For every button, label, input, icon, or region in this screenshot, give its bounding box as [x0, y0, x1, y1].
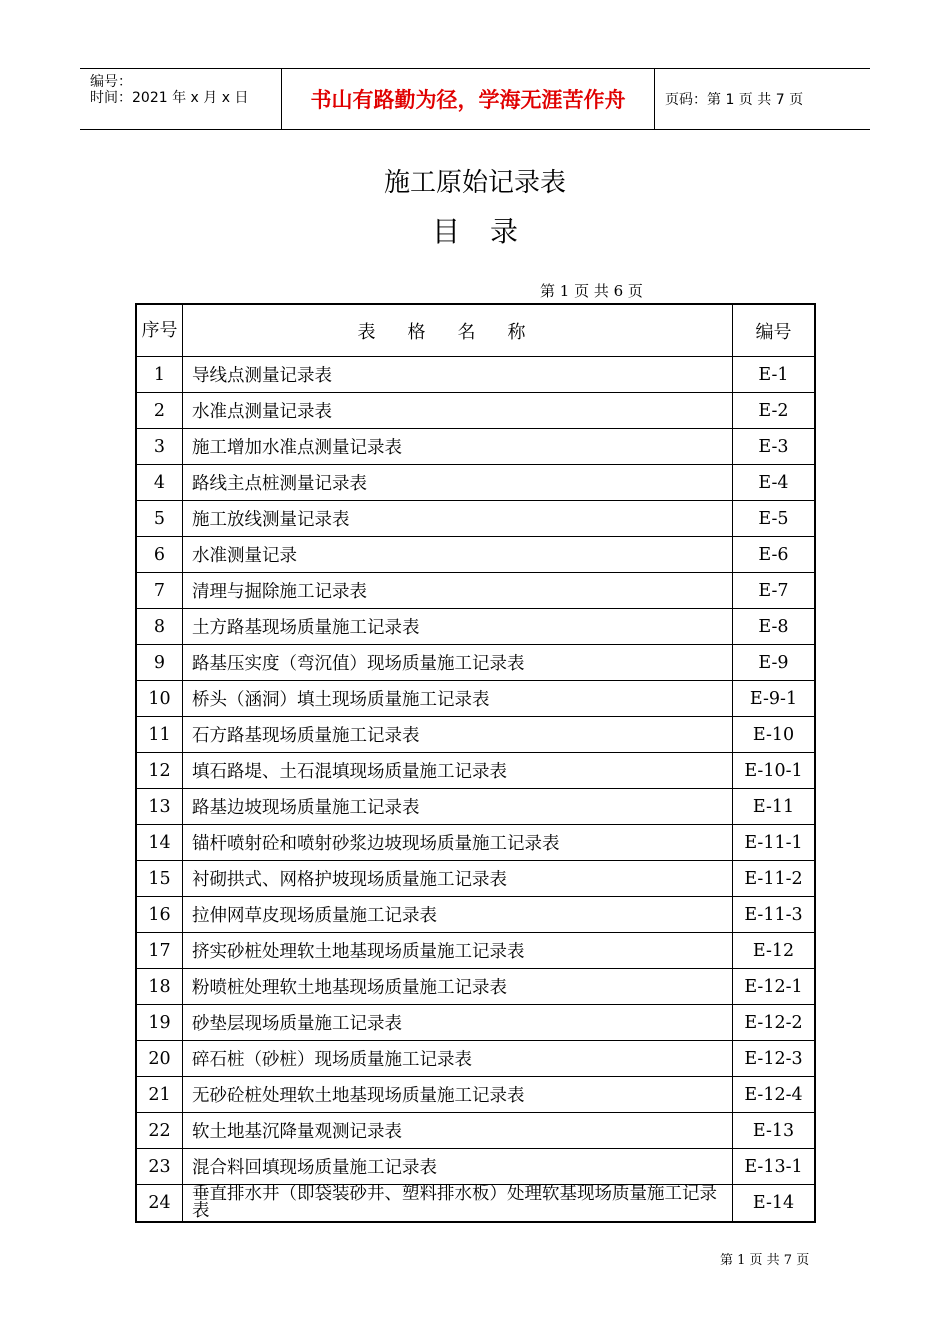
header-motto: 书山有路勤为径，学海无涯苦作舟 [310, 88, 626, 112]
row-number: 18 [136, 969, 183, 1005]
document-title: 施工原始记录表 [383, 168, 566, 198]
row-number: 9 [136, 645, 183, 681]
row-code: E-10-1 [733, 753, 816, 789]
document-subtitle: 目录 [431, 215, 548, 248]
row-code: E-12-1 [733, 969, 816, 1005]
row-code: E-12-2 [733, 1005, 816, 1041]
row-name: 碎石桩（砂桩）现场质量施工记录表 [183, 1041, 733, 1077]
table-row [136, 1113, 815, 1149]
row-name: 砂垫层现场质量施工记录表 [183, 1005, 733, 1041]
row-code: E-12-4 [733, 1077, 816, 1113]
table-row [136, 1077, 815, 1113]
row-code: E-14 [733, 1185, 816, 1223]
page-footer: 第 1 页 共 7 页 [720, 1253, 810, 1268]
row-code: E-6 [733, 537, 816, 573]
row-name: 挤实砂桩处理软土地基现场质量施工记录表 [183, 933, 733, 969]
toc-table [135, 303, 816, 1223]
row-number: 14 [136, 825, 183, 861]
table-row [136, 645, 815, 681]
row-name: 土方路基现场质量施工记录表 [183, 609, 733, 645]
row-number: 1 [136, 357, 183, 393]
table-row [136, 681, 815, 717]
row-code: E-4 [733, 465, 816, 501]
row-name: 路线主点桩测量记录表 [183, 465, 733, 501]
row-name: 无砂砼桩处理软土地基现场质量施工记录表 [183, 1077, 733, 1113]
row-code: E-12 [733, 933, 816, 969]
row-code: E-7 [733, 573, 816, 609]
row-number: 7 [136, 573, 183, 609]
row-number: 8 [136, 609, 183, 645]
row-name: 施工放线测量记录表 [183, 501, 733, 537]
row-number: 16 [136, 897, 183, 933]
table-row [136, 825, 815, 861]
row-number: 24 [136, 1185, 183, 1223]
row-number: 13 [136, 789, 183, 825]
row-number: 21 [136, 1077, 183, 1113]
table-row [136, 573, 815, 609]
row-name: 拉伸网草皮现场质量施工记录表 [183, 897, 733, 933]
row-name: 水准点测量记录表 [183, 393, 733, 429]
row-name: 锚杆喷射砼和喷射砂浆边坡现场质量施工记录表 [183, 825, 733, 861]
row-code: E-5 [733, 501, 816, 537]
row-number: 12 [136, 753, 183, 789]
table-row [136, 969, 815, 1005]
row-number: 5 [136, 501, 183, 537]
row-name: 桥头（涵洞）填土现场质量施工记录表 [183, 681, 733, 717]
header-name: 表格名称 [183, 304, 733, 357]
row-code: E-11-3 [733, 897, 816, 933]
header-no: 序号 [136, 304, 183, 357]
row-code: E-1 [733, 357, 816, 393]
row-name: 路基边坡现场质量施工记录表 [183, 789, 733, 825]
row-name: 清理与掘除施工记录表 [183, 573, 733, 609]
table-row [136, 465, 815, 501]
row-name: 垂直排水井（即袋装砂井、塑料排水板）处理软基现场质量施工记录表 [183, 1185, 733, 1223]
row-code: E-12-3 [733, 1041, 816, 1077]
row-code: E-8 [733, 609, 816, 645]
row-code: E-2 [733, 393, 816, 429]
toc-header-row [136, 304, 815, 357]
table-row [136, 609, 815, 645]
header-code: 编号 [733, 304, 816, 357]
row-name: 导线点测量记录表 [183, 357, 733, 393]
table-row [136, 753, 815, 789]
row-code: E-10 [733, 717, 816, 753]
row-number: 10 [136, 681, 183, 717]
row-code: E-9-1 [733, 681, 816, 717]
table-row [136, 501, 815, 537]
table-row [136, 897, 815, 933]
table-row [136, 537, 815, 573]
table-row [136, 1149, 815, 1185]
row-name: 混合料回填现场质量施工记录表 [183, 1149, 733, 1185]
row-number: 6 [136, 537, 183, 573]
row-name: 粉喷桩处理软土地基现场质量施工记录表 [183, 969, 733, 1005]
toc-page-indicator: 第 1 页 共 6 页 [540, 282, 643, 300]
row-number: 11 [136, 717, 183, 753]
row-name: 衬砌拱式、网格护坡现场质量施工记录表 [183, 861, 733, 897]
row-number: 19 [136, 1005, 183, 1041]
header-meta [80, 69, 280, 129]
row-name: 软土地基沉降量观测记录表 [183, 1113, 733, 1149]
row-number: 23 [136, 1149, 183, 1185]
table-row [136, 861, 815, 897]
row-name: 路基压实度（弯沉值）现场质量施工记录表 [183, 645, 733, 681]
row-code: E-13 [733, 1113, 816, 1149]
row-name: 填石路堤、土石混填现场质量施工记录表 [183, 753, 733, 789]
row-number: 15 [136, 861, 183, 897]
table-row [136, 357, 815, 393]
row-code: E-3 [733, 429, 816, 465]
row-number: 2 [136, 393, 183, 429]
table-row [136, 1041, 815, 1077]
row-name: 石方路基现场质量施工记录表 [183, 717, 733, 753]
table-row [136, 429, 815, 465]
row-code: E-11-2 [733, 861, 816, 897]
table-row [136, 393, 815, 429]
table-row [136, 1005, 815, 1041]
row-code: E-9 [733, 645, 816, 681]
table-row [136, 717, 815, 753]
row-code: E-13-1 [733, 1149, 816, 1185]
row-number: 17 [136, 933, 183, 969]
row-number: 20 [136, 1041, 183, 1077]
row-number: 3 [136, 429, 183, 465]
table-row [136, 933, 815, 969]
row-name: 水准测量记录 [183, 537, 733, 573]
time-label: 时间：2021 年 x 月 x 日 [90, 90, 249, 106]
header-page-label: 页码：第 1 页 共 7 页 [665, 92, 804, 108]
table-row [136, 789, 815, 825]
row-name: 施工增加水准点测量记录表 [183, 429, 733, 465]
number-label: 编号： [90, 74, 132, 90]
page-header [80, 68, 870, 130]
row-number: 4 [136, 465, 183, 501]
table-row [136, 1185, 815, 1223]
row-code: E-11-1 [733, 825, 816, 861]
row-code: E-11 [733, 789, 816, 825]
row-number: 22 [136, 1113, 183, 1149]
